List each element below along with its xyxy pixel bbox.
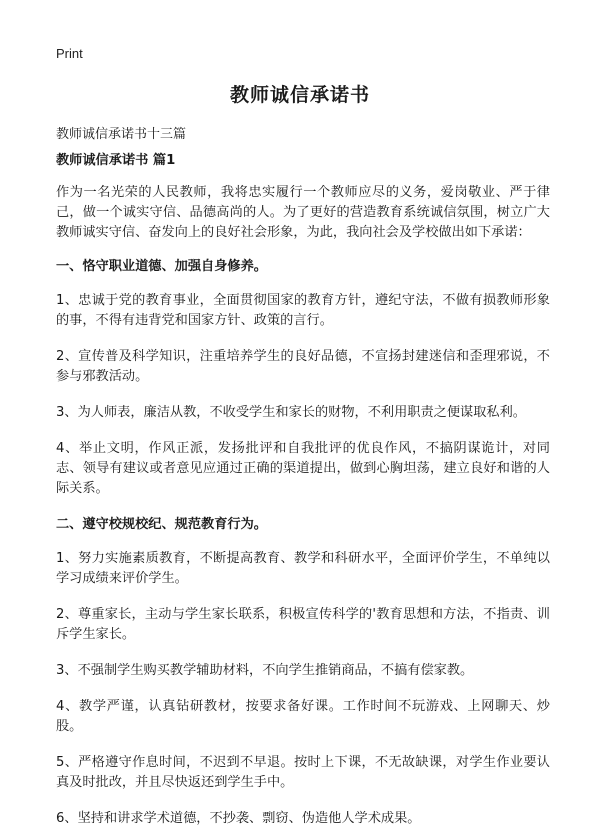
document-body — [56, 151, 550, 839]
list-item: 4、教学严谨，认真钻研教材，按要求备好课。工作时间不玩游戏、上网聊天、炒股。 — [56, 699, 550, 734]
section-heading-1: 一、恪守职业道德、加强自身修养。 — [56, 259, 267, 274]
list-item: 3、为人师表，廉洁从教，不收受学生和家长的财物，不利用职责之便谋取私利。 — [56, 405, 526, 420]
article-heading: 教师诚信承诺书 篇1 — [56, 153, 176, 168]
section-heading-2: 二、遵守校规校纪、规范教育行为。 — [56, 517, 267, 532]
list-item: 4、举止文明，作风正派，发扬批评和自我批评的优良作风，不搞阴谋诡计，对同志、领导有建议或者意见应通过正确的渠道提出，做到心胸坦荡，建立良好和谐的人际关系。 — [56, 441, 550, 496]
list-item: 2、尊重家长，主动与学生家长联系，积极宣传科学的'教育思想和方法，不指责、训斥学生家长。 — [56, 607, 550, 642]
list-item: 1、忠诚于党的教育事业，全面贯彻国家的教育方针，遵纪守法，不做有损教师形象的事，不得有违背党和国家方针、政策的言行。 — [56, 293, 550, 328]
list-item: 6、坚持和讲求学术道德，不抄袭、剽窃、伪造他人学术成果。 — [56, 811, 421, 826]
list-item: 1、努力实施素质教育，不断提高教育、教学和科研水平，全面评价学生，不单纯以学习成绩来评价学生。 — [56, 551, 550, 586]
print-link[interactable]: Print — [56, 46, 83, 61]
document-subtitle: 教师诚信承诺书十三篇 — [56, 127, 187, 142]
list-item: 2、宣传普及科学知识，注重培养学生的良好品德，不宣扬封建迷信和歪理邪说，不参与邪教活动。 — [56, 349, 550, 384]
page-title: 教师诚信承诺书 — [229, 84, 370, 106]
intro-paragraph: 作为一名光荣的人民教师，我将忠实履行一个教师应尽的义务，爱岗敬业、严于律己，做一个诚实守信、品德高尚的人。为了更好的营造教育系统诚信氛围，树立广大教师诚实守信、奋发向上的良好社会形象，为此，我向社会及学校做出如下承诺： — [56, 185, 550, 240]
list-item: 5、严格遵守作息时间，不迟到不早退。按时上下课，不无故缺课，对学生作业要认真及时批改，并且尽快返还到学生手中。 — [56, 755, 550, 790]
list-item: 3、不强制学生购买教学辅助材料，不向学生推销商品，不搞有偿家教。 — [56, 663, 474, 678]
